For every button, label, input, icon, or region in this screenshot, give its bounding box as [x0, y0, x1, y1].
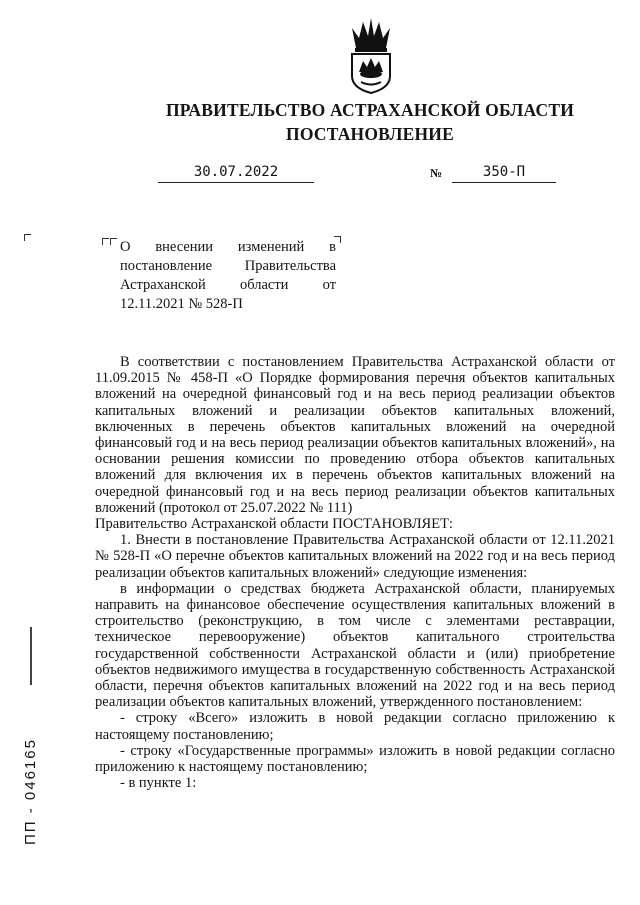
document-type: ПОСТАНОВЛЕНИЕ	[286, 124, 454, 144]
body-paragraph: В соответствии с постановлением Правительства Астраханской области от 11.09.2015 № 458-П «О Порядке формирования перечня объектов капитальных вложений на очередной финансовый год и на весь период реализации объектов капитальных вложений и реализации объектов капитальных вложений, включенных в перечень объектов капитальных вложений на очередной финансовый год и на весь период реализации объектов капитальных вложений», на основании решения комиссии по проведению отбора объектов капитальных вложений для включения их в перечень объектов капитальных вложений на очередной финансовый год и на весь период реализации объектов капитальных вложений (протокол от 25.07.2022 № 111)	[95, 354, 615, 516]
margin-corner-mark	[24, 234, 31, 241]
coat-of-arms-icon	[348, 14, 394, 94]
document-date: 30.07.2022	[158, 164, 314, 183]
document-subject: О внесении изменений в постановление Правительства Астраханской области от 12.11.2021 № 528-П	[120, 239, 336, 312]
org-name: ПРАВИТЕЛЬСТВО АСТРАХАНСКОЙ ОБЛАСТИ	[165, 100, 575, 120]
subject-corner-mark-left	[110, 238, 117, 245]
subject-corner-mark-left	[102, 238, 109, 245]
document-number: 350-П	[452, 164, 556, 183]
document-body	[95, 354, 615, 791]
body-paragraph: в информации о средствах бюджета Астраханской области, планируемых направить на финансовое обеспечение осуществления капитальных вложений в строительство (реконструкцию, в том числе с элементами реставрации, техническое перевооружение) объектов капитального строительства государственной собственности Астраханской области и (или) приобретение объектов недвижимого имущества в государственную собственность Астраханской области, перечня объектов капитальных вложений на 2022 год и на весь период реализации объектов капитальных вложений, утвержденного постановлением:	[95, 580, 615, 711]
margin-line	[30, 627, 32, 685]
body-paragraph: - строку «Всего» изложить в новой редакции согласно приложению к настоящему постановлению;	[95, 710, 615, 743]
body-paragraph: 1. Внести в постановление Правительства Астраханской области от 12.11.2021 № 528-П «О перечне объектов капитальных вложений на 2022 год и на весь период реализации объектов капитальных вложений» следующие изменения:	[95, 532, 615, 581]
body-paragraph-decree: Правительство Астраханской области ПОСТАНОВЛЯЕТ:	[95, 516, 453, 533]
number-sign: №	[430, 166, 443, 180]
serial-number: ПП - 046165	[22, 738, 39, 845]
body-paragraph: - в пункте 1:	[120, 775, 197, 792]
body-paragraph: - строку «Государственные программы» изложить в новой редакции согласно приложению к настоящему постановлению;	[95, 742, 615, 776]
